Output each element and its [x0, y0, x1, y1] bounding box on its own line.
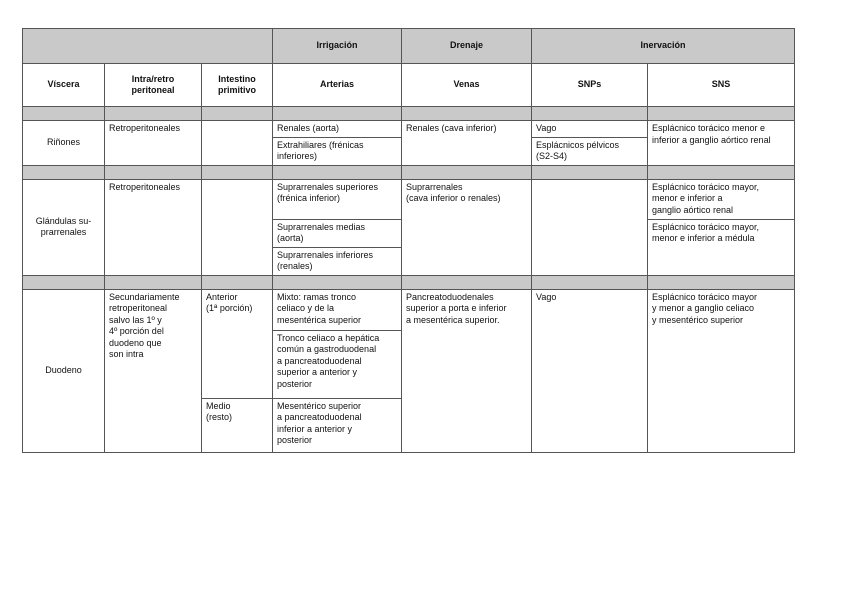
glandulas-venas: Suprarrenales (cava inferior o renales) — [402, 179, 532, 275]
duodeno-intestino-1: Anterior (1ª porción) — [202, 289, 273, 398]
duodeno-arteria-3: Mesentérico superior a pancreatoduodenal inferior a anterior y posterior — [273, 398, 402, 452]
rinones-arteria-2: Extrahiliares (frénicas inferiores) — [273, 137, 402, 165]
duodeno-venas: Pancreatoduodenales superior a porta e inferior a mesentérica superior. — [402, 289, 532, 452]
glandulas-viscera: Glándulas su- prarrenales — [23, 179, 105, 275]
separator-row — [23, 275, 795, 289]
glandulas-sns-1: Esplácnico torácico mayor, menor e inferior a ganglio aórtico renal — [648, 179, 795, 219]
rinones-snps-2: Esplácnicos pélvicos (S2-S4) — [532, 137, 648, 165]
separator-row — [23, 107, 795, 121]
rinones-viscera: Riñones — [23, 121, 105, 166]
rinones-sns: Esplácnico torácico menor e inferior a ganglio aórtico renal — [648, 121, 795, 166]
header-arterias: Arterias — [273, 64, 402, 107]
header-drenaje: Drenaje — [402, 29, 532, 64]
header-inervacion: Inervación — [532, 29, 795, 64]
duodeno-arteria-1: Mixto: ramas tronco celiaco y de la mesentérica superior — [273, 289, 402, 330]
duodeno-sns: Esplácnico torácico mayor y menor a ganglio celiaco y mesentérico superior — [648, 289, 795, 452]
duodeno-intra-retro: Secundariamente retroperitoneal salvo las 1º y 4º porción del duodeno que son intra — [105, 289, 202, 452]
rinones-intra-retro: Retroperitoneales — [105, 121, 202, 166]
rinones-intestino — [202, 121, 273, 166]
header-sns: SNS — [648, 64, 795, 107]
header-viscera: Víscera — [23, 64, 105, 107]
anatomy-table — [22, 28, 795, 453]
duodeno-arteria-2: Tronco celiaco a hepática común a gastroduodenal a pancreatoduodenal superior a anterior y posterior — [273, 330, 402, 398]
glandulas-arteria-3: Suprarrenales inferiores (renales) — [273, 247, 402, 275]
separator-row — [23, 165, 795, 179]
glandulas-snps — [532, 179, 648, 275]
glandulas-arteria-1: Suprarrenales superiores (frénica inferior) — [273, 179, 402, 219]
duodeno-viscera: Duodeno — [23, 289, 105, 452]
glandulas-intra-retro: Retroperitoneales — [105, 179, 202, 275]
glandulas-intestino — [202, 179, 273, 275]
rinones-arteria-1: Renales (aorta) — [273, 121, 402, 138]
duodeno-snps: Vago — [532, 289, 648, 452]
header-empty — [23, 29, 273, 64]
rinones-snps-1: Vago — [532, 121, 648, 138]
header-intestino: Intestino primitivo — [202, 64, 273, 107]
header-venas: Venas — [402, 64, 532, 107]
header-irrigacion: Irrigación — [273, 29, 402, 64]
header-intra-retro: Intra/retro peritoneal — [105, 64, 202, 107]
header-snps: SNPs — [532, 64, 648, 107]
rinones-venas: Renales (cava inferior) — [402, 121, 532, 166]
duodeno-intestino-2: Medio (resto) — [202, 398, 273, 452]
glandulas-arteria-2: Suprarrenales medias (aorta) — [273, 219, 402, 247]
glandulas-sns-2: Esplácnico torácico mayor, menor e inferior a médula — [648, 219, 795, 275]
